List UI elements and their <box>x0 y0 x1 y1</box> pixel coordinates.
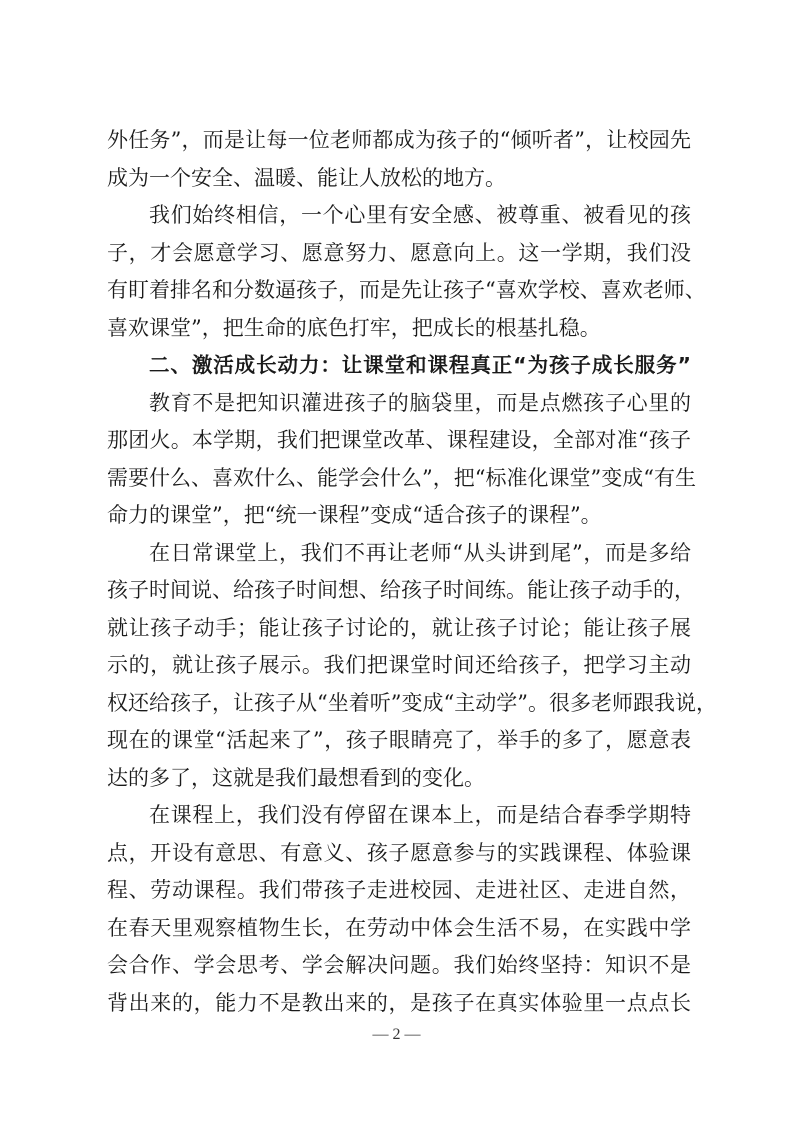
text-line: 那团火。本学期，我们把课堂改革、课程建设，全部对准“孩子 <box>107 428 691 452</box>
text-line: 命力的课堂”，把“统一课程”变成“适合孩子的课程”。 <box>107 503 602 527</box>
text-line: 子，才会愿意学习、愿意努力、愿意向上。这一学期，我们没 <box>107 240 691 265</box>
text-line: 我们始终相信，一个心里有安全感、被尊重、被看见的孩 <box>149 203 691 227</box>
page-number: — 2 — <box>372 1026 421 1043</box>
text-line: 外任务”，而是让每一位老师都成为孩子的“倾听者”，让校园先 <box>107 128 691 152</box>
text-line: 点，开设有意思、有意义、孩子愿意参与的实践课程、体验课 <box>107 840 691 865</box>
text-line: 程、劳动课程。我们带孩子走进校园、走进社区、走进自然， <box>107 878 691 902</box>
text-line: 就让孩子动手；能让孩子讨论的，就让孩子讨论；能让孩子展 <box>107 615 691 640</box>
text-line: 会合作、学会思考、学会解决问题。我们始终坚持：知识不是 <box>107 953 691 977</box>
text-line: 成为一个安全、温暖、能让人放松的地方。 <box>107 165 506 190</box>
text-line: 需要什么、喜欢什么、能学会什么”，把“标准化课堂”变成“有生 <box>107 465 696 490</box>
section-heading: 二、激活成长动力：让课堂和课程真正“为孩子成长服务” <box>149 353 691 377</box>
text-line: 有盯着排名和分数逼孩子，而是先让孩子“喜欢学校、喜欢老师、 <box>107 278 706 302</box>
text-line: 达的多了，这就是我们最想看到的变化。 <box>107 765 485 790</box>
text-line: 背出来的，能力不是教出来的，是孩子在真实体验里一点点长 <box>107 990 691 1015</box>
document-body <box>107 122 717 1022</box>
text-line: 在课程上，我们没有停留在课本上，而是结合春季学期特 <box>149 803 691 827</box>
text-line: 喜欢课堂”，把生命的底色打牢，把成长的根基扎稳。 <box>107 315 601 340</box>
text-line: 权还给孩子，让孩子从“坐着听”变成“主动学”。很多老师跟我说， <box>107 690 717 715</box>
text-line: 在日常课堂上，我们不再让老师“从头讲到尾”，而是多给 <box>149 540 691 565</box>
text-line: 示的，就让孩子展示。我们把课堂时间还给孩子，把学习主动 <box>107 653 691 677</box>
text-line: 现在的课堂“活起来了”，孩子眼睛亮了，举手的多了，愿意表 <box>107 728 691 752</box>
text-line: 在春天里观察植物生长，在劳动中体会生活不易，在实践中学 <box>107 915 691 940</box>
text-line: 教育不是把知识灌进孩子的脑袋里，而是点燃孩子心里的 <box>149 390 691 415</box>
text-line: 孩子时间说、给孩子时间想、给孩子时间练。能让孩子动手的， <box>107 578 695 602</box>
